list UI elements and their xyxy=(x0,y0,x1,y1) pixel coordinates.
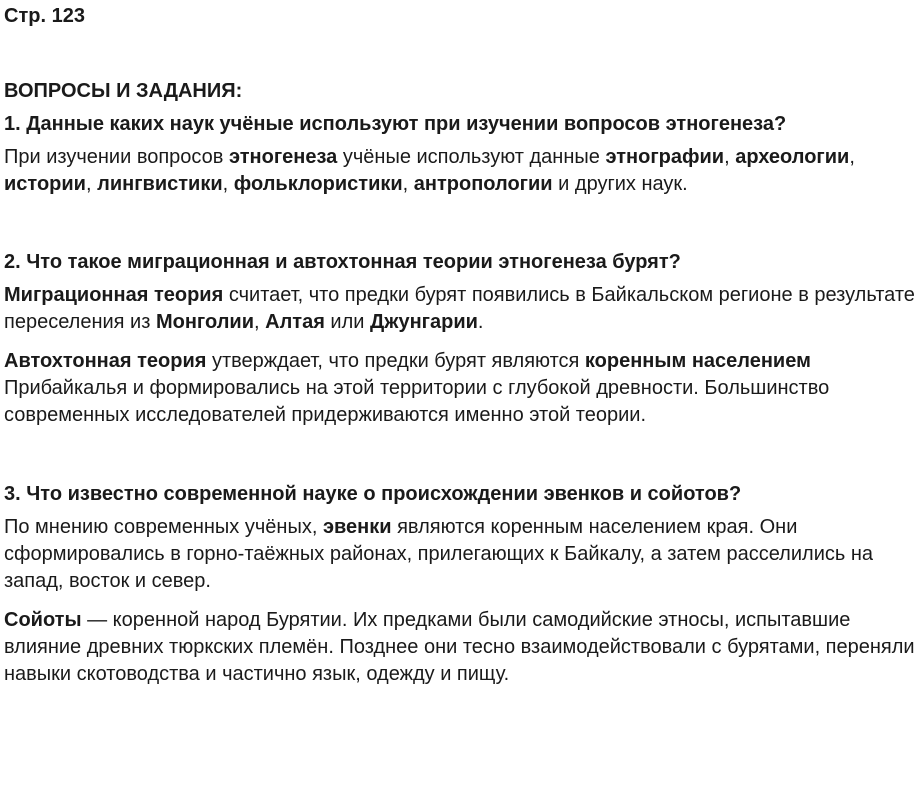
text-run: , xyxy=(222,173,234,195)
question-1-title: 1. Данные каких наук учёные используют при изучении вопросов этногенеза? xyxy=(4,113,787,135)
bold-term: Джунгарии xyxy=(370,311,478,333)
bold-term: лингвистики xyxy=(97,173,223,195)
text-run: , xyxy=(85,173,98,195)
bold-term: этногенеза xyxy=(228,146,338,168)
text-run: считает, что предки бурят появились в Байкальском регионе в результате переселения из xyxy=(4,284,915,333)
bold-term: этнографии xyxy=(605,146,725,168)
text-run: При изучении вопросов xyxy=(4,146,229,168)
text-run: утверждает, что предки бурят являются xyxy=(206,350,585,372)
text-run: Прибайкалья и формировались на этой территории с глубокой древности. Большинство современных исследователей придерживаются именно этой теории. xyxy=(4,377,830,426)
bold-term: эвенки xyxy=(322,516,392,538)
question-3-title: 3. Что известно современной науке о происхождении эвенков и сойотов? xyxy=(4,483,742,505)
bold-term: Миграционная теория xyxy=(4,284,224,306)
text-run: , xyxy=(724,146,736,168)
text-run: учёные используют данные xyxy=(337,146,606,168)
text-run: или xyxy=(324,311,371,333)
text-run: , xyxy=(402,173,414,195)
bold-term: Алтая xyxy=(265,311,325,333)
text-run: и других наук. xyxy=(552,173,688,195)
text-run: , xyxy=(849,146,855,168)
page-number: Стр. 123 xyxy=(4,5,85,27)
text-run: По мнению современных учёных, xyxy=(4,516,323,538)
text-run: . xyxy=(477,311,484,333)
text-run: — коренной народ Бурятии. Их предками были самодийские этносы, испытавшие влияние древних тюркских племён. Позднее они тесно взаимодействовали с бурятами, переняли навыки скотоводства и частично язык, одежду и пищу. xyxy=(4,609,915,685)
section-title: ВОПРОСЫ И ЗАДАНИЯ: xyxy=(4,80,243,102)
text-run: , xyxy=(254,311,266,333)
bold-term: истории xyxy=(4,173,86,195)
bold-term: Сойоты xyxy=(4,609,82,631)
text-run: являются коренным населением края. Они сформировались в горно-таёжных районах, прилегающих к Байкалу, а затем расселились на запад, восток и север. xyxy=(4,516,874,592)
answer-2-paragraph-2 xyxy=(4,348,920,429)
bold-term: коренным населением xyxy=(584,350,811,372)
question-2-title: 2. Что такое миграционная и автохтонная теории этногенеза бурят? xyxy=(4,251,681,273)
answer-1-paragraph-1 xyxy=(4,144,920,198)
bold-term: фольклористики xyxy=(233,173,403,195)
bold-term: Автохтонная теория xyxy=(4,350,207,372)
bold-term: Монголии xyxy=(155,311,254,333)
bold-term: археологии xyxy=(735,146,850,168)
answer-2-paragraph-1 xyxy=(4,282,920,336)
answer-3-paragraph-2 xyxy=(4,607,920,688)
answer-3-paragraph-1 xyxy=(4,514,920,595)
bold-term: антропологии xyxy=(413,173,553,195)
